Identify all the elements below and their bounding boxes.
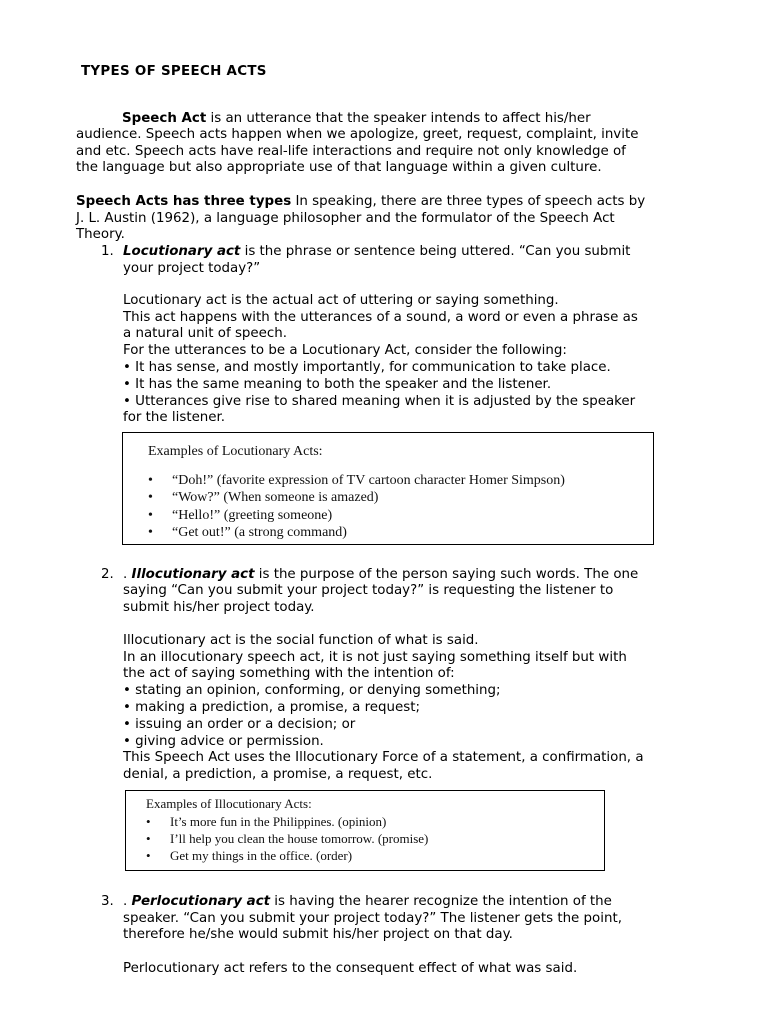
illocutionary-prefix: .	[123, 567, 132, 582]
locutionary-bullet: • It has sense, and mostly importantly, for communication to take place.	[123, 360, 611, 375]
perlocutionary-term: Perlocutionary act	[131, 894, 271, 909]
locutionary-line-1-text: is the phrase or sentence being uttered. “Can you submit	[240, 244, 631, 259]
locutionary-box-title: Examples of Locutionary Acts:	[148, 444, 323, 459]
types-term: Speech Acts has three types	[76, 194, 292, 209]
locutionary-para-line: For the utterances to be a Locutionary Act, consider the following:	[123, 343, 567, 358]
locutionary-examples-list	[148, 472, 565, 541]
locutionary-examples-box	[122, 432, 654, 545]
types-line-1-text: In speaking, there are three types of speech acts by	[291, 194, 646, 209]
list-item: • “Doh!” (favorite expression of TV cartoon character Homer Simpson)	[148, 472, 565, 489]
perlocutionary-line-2: speaker. “Can you submit your project today?” The listener gets the point,	[123, 911, 622, 926]
illocutionary-para-line: In an illocutionary speech act, it is not just saying something itself but with	[123, 650, 627, 665]
item-3-number: 3.	[101, 894, 114, 909]
list-item: • Get my things in the office. (order)	[146, 847, 428, 864]
illocutionary-bullet: • stating an opinion, conforming, or denying something;	[123, 683, 501, 698]
illocutionary-box-title: Examples of Illocutionary Acts:	[146, 796, 312, 811]
list-item: • It’s more fun in the Philippines. (opinion)	[146, 813, 428, 830]
illocutionary-para-line: This Speech Act uses the Illocutionary Force of a statement, a confirmation, a	[123, 750, 644, 765]
illocutionary-line-1-text: is the purpose of the person saying such words. The one	[254, 567, 639, 582]
list-item: • “Wow?” (When someone is amazed)	[148, 489, 565, 506]
illocutionary-term: Illocutionary act	[131, 567, 255, 582]
locutionary-para-line: Locutionary act is the actual act of uttering or saying something.	[123, 293, 559, 308]
list-item: • “Hello!” (greeting someone)	[148, 507, 565, 524]
perlocutionary-para-line: Perlocutionary act refers to the consequent effect of what was said.	[123, 961, 578, 976]
intro-term: Speech Act	[122, 111, 207, 126]
illocutionary-para-line: the act of saying something with the intention of:	[123, 666, 455, 681]
perlocutionary-line-3: therefore he/she would submit his/her project on that day.	[123, 927, 513, 942]
page-title: TYPES OF SPEECH ACTS	[81, 64, 267, 79]
illocutionary-line-1	[123, 567, 638, 584]
types-line-1	[76, 194, 645, 211]
types-line-3: Theory.	[76, 227, 125, 242]
perlocutionary-prefix: .	[123, 894, 132, 909]
illocutionary-bullet: • giving advice or permission.	[123, 734, 324, 749]
illocutionary-examples-box	[125, 790, 605, 871]
list-item: • “Get out!” (a strong command)	[148, 524, 565, 541]
intro-line-1	[122, 111, 591, 128]
locutionary-para-line: a natural unit of speech.	[123, 326, 288, 341]
illocutionary-bullet: • making a prediction, a promise, a request;	[123, 700, 421, 715]
illocutionary-bullet: • issuing an order or a decision; or	[123, 717, 356, 732]
locutionary-bullet: • It has the same meaning to both the speaker and the listener.	[123, 377, 552, 392]
illocutionary-para-line: denial, a prediction, a promise, a request, etc.	[123, 767, 433, 782]
item-2-number: 2.	[101, 567, 114, 582]
intro-line-3: and etc. Speech acts have real-life interactions and require not only knowledge of	[76, 144, 626, 159]
locutionary-line-1	[123, 244, 630, 261]
illocutionary-line-2: saying “Can you submit your project today?” is requesting the listener to	[123, 583, 614, 598]
locutionary-line-2: your project today?”	[123, 261, 261, 276]
illocutionary-para-line: Illocutionary act is the social function of what is said.	[123, 633, 479, 648]
intro-line-1-text: is an utterance that the speaker intends to affect his/her	[206, 111, 591, 126]
locutionary-para-line: This act happens with the utterances of a sound, a word or even a phrase as	[123, 310, 638, 325]
list-item: • I’ll help you clean the house tomorrow. (promise)	[146, 830, 428, 847]
intro-line-4: the language but also appropriate use of that language within a given culture.	[76, 160, 602, 175]
perlocutionary-line-1	[123, 894, 612, 911]
perlocutionary-line-1-text: is having the hearer recognize the intention of the	[270, 894, 612, 909]
item-1-number: 1.	[101, 244, 114, 259]
locutionary-para-line: for the listener.	[123, 410, 226, 425]
illocutionary-line-3: submit his/her project today.	[123, 600, 315, 615]
locutionary-term: Locutionary act	[123, 244, 241, 259]
types-line-2: J. L. Austin (1962), a language philosopher and the formulator of the Speech Act	[76, 211, 615, 226]
illocutionary-examples-list	[146, 813, 428, 864]
intro-line-2: audience. Speech acts happen when we apologize, greet, request, complaint, invite	[76, 127, 639, 142]
locutionary-bullet: • Utterances give rise to shared meaning when it is adjusted by the speaker	[123, 394, 636, 409]
